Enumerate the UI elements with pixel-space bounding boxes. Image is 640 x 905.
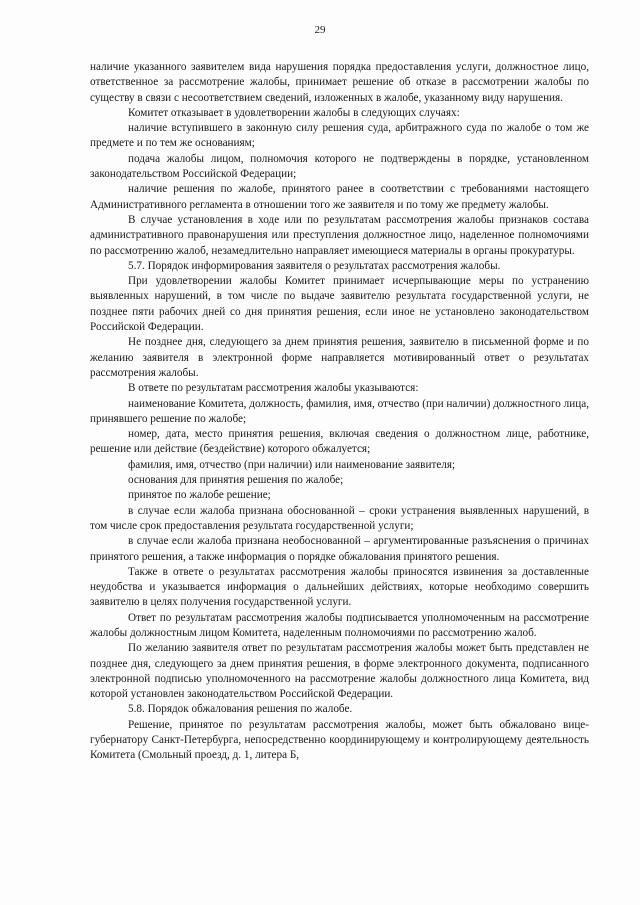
paragraph: в случае если жалоба признана необоснованной – аргументированные разъяснения о причинах принятого решения, а также информация о порядке обжалования принятого решения.: [90, 535, 589, 563]
paragraph: подача жалобы лицом, полномочия которого не подтверждены в порядке, установленном законодательством Российской Федерации;: [90, 152, 589, 181]
paragraph: 5.8. Порядок обжалования решения по жалобе.: [128, 703, 353, 716]
paragraph: Комитет отказывает в удовлетворении жалобы в следующих случаях:: [128, 106, 460, 119]
paragraph: По желанию заявителя ответ по результатам рассмотрения жалобы может быть представлен не позднее дня, следующего за днем принятия решения, в форме электронного документа, подписанного электронной подписью уполномоченного на рассмотрение жалобы должностного лица Комитета, вид которой установлен законодательством Российской Федерации.: [90, 642, 589, 701]
paragraph: 5.7. Порядок информирования заявителя о результатах рассмотрения жалобы.: [128, 259, 501, 272]
paragraph: Решение, принятое по результатам рассмотрения жалобы, может быть обжаловано вице-губернатору Санкт-Петербурга, непосредственно координирующему и контролирующему деятельность Комитета (Смольный проезд, д. 1, литера Б,: [90, 718, 589, 762]
paragraph: наличие решения по жалобе, принятого ранее в соответствии с требованиями настоящего Административного регламента в отношении того же заявителя и по тому же предмету жалобы.: [90, 183, 589, 211]
paragraph: При удовлетворении жалобы Комитет принимает исчерпывающие меры по устранению выявленных нарушений, в том числе по выдаче заявителю результата государственной услуги, не позднее пяти рабочих дней со дня принятия решения, если иное не установлено законодательством Российской Федерации.: [90, 275, 589, 334]
paragraph: наименование Комитета, должность, фамилия, имя, отчество (при наличии) должностного лица, принявшего решение по жалобе;: [90, 397, 589, 425]
paragraph: В ответе по результатам рассмотрения жалобы указываются:: [128, 382, 419, 395]
paragraph: номер, дата, место принятия решения, включая сведения о должностном лице, работнике, решение или действие (бездействие) которого обжалуется;: [90, 428, 589, 456]
paragraph: В случае установления в ходе или по результатам рассмотрения жалобы признаков состава административного правонарушения или преступления должностное лицо, наделенное полномочиями по рассмотрению жалоб, незамедлительно направляет имеющиеся материалы в органы прокуратуры.: [90, 213, 589, 257]
paragraph: наличие указанного заявителем вида нарушения порядка предоставления услуги, должностное лицо, ответственное за рассмотрение жалобы, принимает решение об отказе в рассмотрении жалобы по существу в связи с несоответствием сведений, изложенных в жалобе, указанному виду нарушения.: [90, 61, 589, 104]
document-body: [90, 60, 589, 764]
paragraph: Не позднее дня, следующего за днем принятия решения, заявителю в письменной форме и по желанию заявителя в электронной форме направляется мотивированный ответ о результатах рассмотрения жалобы.: [90, 336, 589, 379]
page-number: 29: [314, 24, 326, 36]
paragraph: в случае если жалоба признана обоснованной – сроки устранения выявленных нарушений, в том числе срок предоставления результата государственной услуги;: [90, 504, 589, 532]
paragraph: Ответ по результатам рассмотрения жалобы подписывается уполномоченным на рассмотрение жалобы должностным лицом Комитета, наделенным полномочиями по рассмотрению жалоб.: [90, 611, 589, 639]
paragraph: Также в ответе о результатах рассмотрения жалобы приносятся извинения за доставленные неудобства и указывается информация о дальнейших действиях, которые необходимо совершить заявителю в целях получения государственной услуги.: [90, 565, 589, 609]
paragraph: принятое по жалобе решение;: [128, 489, 271, 502]
paragraph: фамилия, имя, отчество (при наличии) или наименование заявителя;: [128, 458, 456, 471]
paragraph: основания для принятия решения по жалобе;: [128, 474, 344, 487]
paragraph: наличие вступившего в законную силу решения суда, арбитражного суда по жалобе о том же предмете и по тем же основаниям;: [90, 122, 589, 150]
